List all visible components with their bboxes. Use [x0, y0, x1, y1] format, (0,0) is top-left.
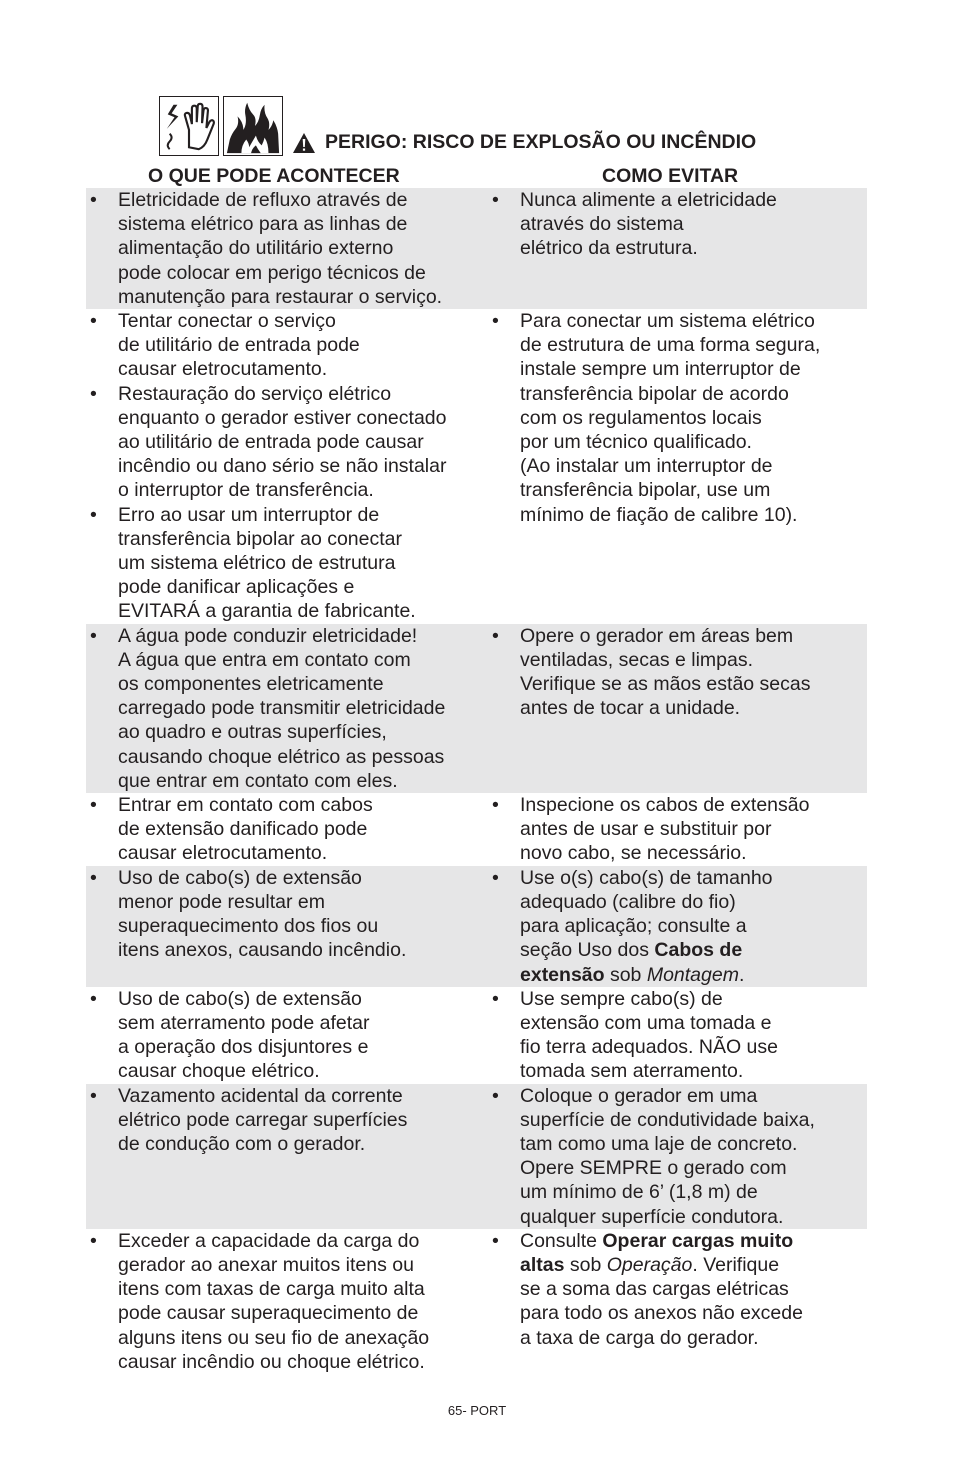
prevention-text	[520, 1229, 867, 1350]
table-row	[86, 624, 867, 793]
text-run: Inspecione os cabos de extensão antes de usar e substituir por novo cabo, se necessário.	[520, 794, 810, 865]
list-item	[86, 624, 488, 793]
column-header-what-can-happen: O QUE PODE ACONTECER	[148, 165, 400, 187]
list-item	[86, 382, 488, 503]
bullet-icon: •	[492, 866, 499, 889]
bullet-icon: •	[90, 503, 97, 526]
text-run: sob	[564, 1253, 607, 1276]
text-run: .	[738, 963, 745, 986]
list-item	[86, 1229, 488, 1374]
hazard-text: A água pode conduzir eletricidade! A água que entra em contato com os componentes eletricamente carregado pode transmitir eletricidade ao quadro e outras superfícies, causando choque elétrico as pessoas que entrar em contato com eles.	[118, 624, 446, 792]
prevention-text	[520, 309, 867, 527]
bullet-icon: •	[492, 794, 499, 817]
cell-how-to-avoid	[488, 1229, 867, 1374]
hazard-text: Erro ao usar um interruptor de transferência bipolar ao conectar um sistema elétrico de estrutura pode danificar aplicações e EVITARÁ a garantia de fabricante.	[118, 503, 416, 623]
list-item	[86, 309, 488, 382]
list-item	[488, 1084, 867, 1229]
italic-reference: Operação	[606, 1253, 693, 1276]
bullet-icon: •	[90, 866, 97, 889]
prevention-text	[520, 793, 867, 866]
hazard-text: Tentar conectar o serviço de utilitário de entrada pode causar eletrocutamento.	[118, 310, 360, 381]
bullet-icon: •	[90, 310, 97, 333]
bold-reference: Operar cargas muito altas	[520, 1229, 794, 1276]
hazard-text: Entrar em contato com cabos de extensão danificado pode causar eletrocutamento.	[118, 794, 373, 865]
cell-what-can-happen	[86, 624, 488, 793]
cell-how-to-avoid	[488, 624, 867, 793]
bold-reference: Cabos de extensão	[520, 939, 743, 986]
bullet-icon: •	[492, 310, 499, 333]
table-row	[86, 1084, 867, 1229]
cell-what-can-happen	[86, 188, 488, 309]
table-row	[86, 987, 867, 1084]
list-item	[86, 793, 488, 866]
hazard-text: Vazamento acidental da corrente elétrico pode carregar superfícies de condução com o gerador.	[118, 1084, 408, 1155]
table-row	[86, 866, 867, 987]
prevention-text	[520, 987, 867, 1084]
fire-icon	[223, 96, 283, 156]
text-run: Opere o gerador em áreas bem ventiladas, secas e limpas. Verifique se as mãos estão secas antes de tocar a unidade.	[520, 624, 811, 720]
list-item	[488, 188, 867, 261]
bullet-icon: •	[492, 1084, 499, 1107]
bullet-icon: •	[90, 794, 97, 817]
bullet-icon: •	[90, 189, 97, 211]
prevention-text	[520, 1084, 867, 1229]
bullet-icon: •	[90, 382, 97, 405]
page-number: 65- PORT	[447, 1403, 507, 1418]
text-run: Coloque o gerador em uma superfície de condutividade baixa, tam como uma laje de concreto. Opere SEMPRE o gerado com um mínimo de 6’ (1,8 m) de qualquer superfície condutora.	[520, 1084, 815, 1228]
table-row	[86, 1229, 867, 1374]
hazard-text: Eletricidade de refluxo através de sistema elétrico para as linhas de alimentação do utilitário externo pode colocar em perigo técnicos de manutenção para restaurar o serviço.	[118, 189, 443, 308]
list-item	[488, 987, 867, 1084]
list-item	[488, 309, 867, 527]
hazard-text: Uso de cabo(s) de extensão menor pode resultar em superaquecimento dos fios ou itens anexos, causando incêndio.	[118, 866, 407, 962]
list-item	[488, 624, 867, 721]
prevention-text	[520, 624, 867, 721]
list-item	[488, 1229, 867, 1350]
list-item	[86, 866, 488, 963]
hazard-text: Restauração do serviço elétrico enquanto o gerador estiver conectado ao utilitário de entrada pode causar incêndio ou dano sério se não instalar o interruptor de transferência.	[118, 382, 447, 502]
cell-what-can-happen	[86, 866, 488, 987]
list-item	[86, 503, 488, 624]
bullet-icon: •	[90, 987, 97, 1010]
bullet-icon: •	[492, 987, 499, 1010]
text-run: Use o(s) cabo(s) de tamanho adequado (calibre do fio) para aplicação; consulte a seção Uso dos	[520, 866, 773, 962]
cell-what-can-happen	[86, 1084, 488, 1229]
electric-shock-icon	[159, 96, 219, 156]
cell-how-to-avoid	[488, 309, 867, 624]
text-run: Use sempre cabo(s) de extensão com uma tomada e fio terra adequados. NÃO use tomada sem aterramento.	[520, 987, 778, 1083]
text-run: . Verifique se a soma das cargas elétricas para todo os anexos não excede a taxa de carga do gerador.	[520, 1253, 803, 1349]
list-item	[86, 188, 488, 309]
table-row	[86, 188, 867, 309]
cell-what-can-happen	[86, 1229, 488, 1374]
cell-how-to-avoid	[488, 793, 867, 866]
cell-how-to-avoid	[488, 1084, 867, 1229]
text-run: Consulte	[520, 1229, 603, 1252]
table-row	[86, 309, 867, 624]
bullet-icon: •	[90, 624, 97, 647]
list-item	[488, 793, 867, 866]
page-title	[292, 131, 756, 154]
cell-how-to-avoid	[488, 987, 867, 1084]
table-row	[86, 793, 867, 866]
cell-what-can-happen	[86, 793, 488, 866]
list-item	[488, 866, 867, 987]
bullet-icon: •	[492, 624, 499, 647]
bullet-icon: •	[492, 1229, 499, 1252]
bullet-icon: •	[90, 1084, 97, 1107]
list-item	[86, 1084, 488, 1157]
prevention-text	[520, 188, 867, 261]
italic-reference: Montagem	[646, 963, 739, 986]
hazard-text: Uso de cabo(s) de extensão sem aterramento pode afetar a operação dos disjuntores e causar choque elétrico.	[118, 987, 370, 1083]
hazard-table	[86, 188, 867, 1374]
title-text: PERIGO: RISCO DE EXPLOSÃO OU INCÊNDIO	[325, 131, 757, 153]
list-item	[86, 987, 488, 1084]
warning-triangle-icon	[292, 132, 316, 154]
hazard-text: Exceder a capacidade da carga do gerador ao anexar muitos itens ou itens com taxas de carga muito alta pode causar superaquecimento de alguns itens ou seu fio de anexação causar incêndio ou choque elétrico.	[118, 1229, 430, 1373]
prevention-text	[520, 866, 867, 987]
bullet-icon: •	[90, 1229, 97, 1252]
cell-what-can-happen	[86, 987, 488, 1084]
cell-what-can-happen	[86, 309, 488, 624]
hazard-icons	[159, 96, 283, 158]
cell-how-to-avoid	[488, 188, 867, 309]
text-run: Para conectar um sistema elétrico de estrutura de uma forma segura, instale sempre um interruptor de transferência bipolar de acordo com os regulamentos locais por um técnico qualificado. (Ao instalar um interruptor de transferência bipolar, use um mínimo de fiação de calibre 10).	[520, 310, 821, 526]
column-header-how-to-avoid: COMO EVITAR	[602, 165, 739, 187]
text-run: Nunca alimente a eletricidade através do sistema elétrico da estrutura.	[520, 189, 777, 260]
cell-how-to-avoid	[488, 866, 867, 987]
bullet-icon: •	[492, 189, 499, 211]
text-run: sob	[604, 963, 647, 986]
